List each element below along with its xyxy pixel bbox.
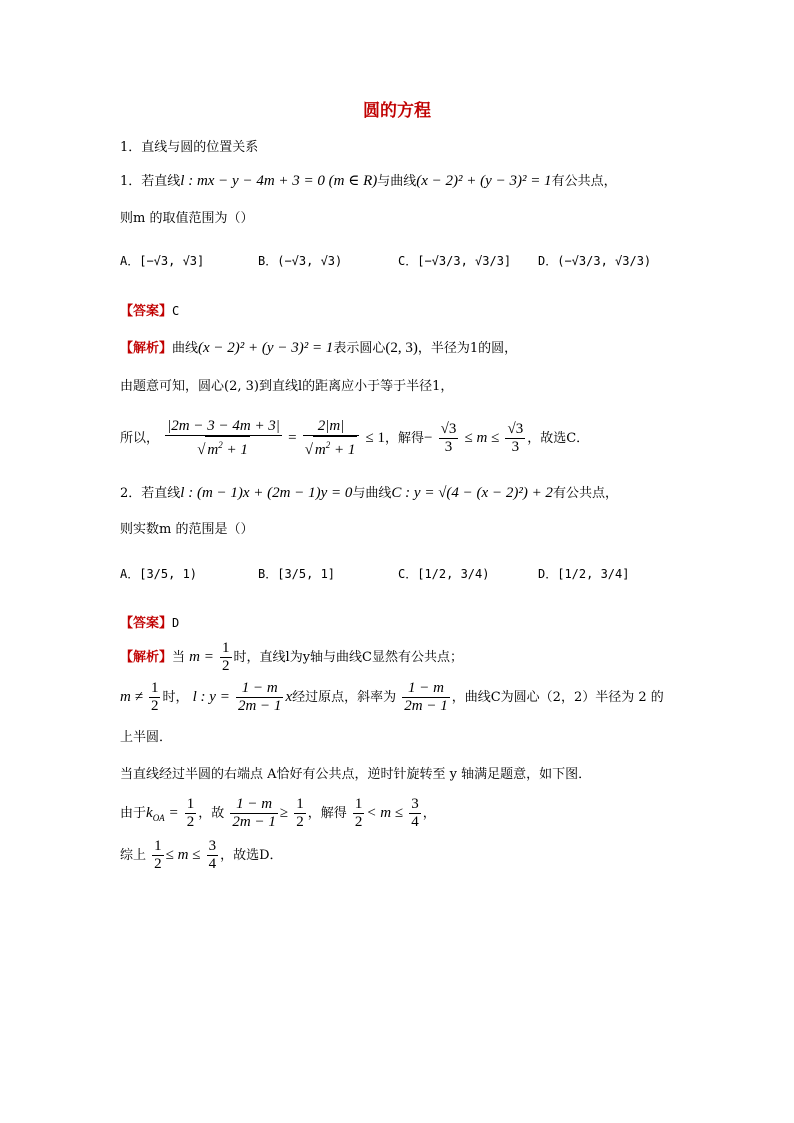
q2-line-equation: l : (m − 1)x + (2m − 1)y = 0 xyxy=(180,485,353,501)
section-heading: 1．直线与圆的位置关系 xyxy=(120,140,259,155)
question-2-prompt: 则实数m 的范围是（） xyxy=(120,522,254,537)
q2-a5-c: ，解得 xyxy=(307,806,347,821)
q2-analysis-line2: m ≠ $\frac{1}{2}$ 时， l : y = $\frac{1 - m}{2m - 1}$ x经过原点，斜率为 $\frac{1 - m}{2m - 1}$ ，曲线C为圆心（2，2）半径为 2 的 xyxy=(120,680,664,714)
lower-bound-fraction: $\frac{1}{2}$ xyxy=(354,796,363,830)
q1-mid: 与曲线 xyxy=(377,174,417,189)
q2-answer xyxy=(120,612,179,631)
q2-a2-b: 经过原点，斜率为 xyxy=(292,690,397,705)
q2-analysis-line5: 由于$k_{OA}$ = $\frac{1}{2}$ ，故 $\frac{1 - m}{2m - 1}$ ≥ $\frac{1}{2}$ ，解得 $\frac{1}{2}$ < m ≤ $\frac{3}{4}$ ， xyxy=(120,796,436,830)
final-lower-fraction: $\frac{1}{2}$ xyxy=(154,838,162,872)
q2-a1-b: 时，直线l为y轴与曲线C显然有公共点； xyxy=(233,650,463,665)
q2-analysis-line6: 综上 $\frac{1}{2}$ ≤ m ≤ $\frac{3}{4}$ ，故选D． xyxy=(120,838,283,872)
distance-fraction-1: $\frac{|2m - 3 - 4m + 3|}{√ m^2 + 1}$ xyxy=(167,418,280,458)
final-upper-fraction: $\frac{3}{4}$ xyxy=(208,838,217,872)
q2-a2-c: ，曲线C为圆心（2，2）半径为 2 的 xyxy=(451,690,664,705)
q2-a1-a: 当 xyxy=(172,650,186,665)
q1-answer-label: 【答案】 xyxy=(120,304,173,319)
q2-option-a: A．[3/5, 1) xyxy=(120,567,198,581)
q1-analysis3-c: ，故选C． xyxy=(527,431,590,446)
distance-fraction-2: $\frac{2|m|}{√ m^2 + 1}$ xyxy=(303,418,360,459)
q2-a6-b: ，故选D． xyxy=(220,848,283,863)
q2-option-d: D．[1/2, 3/4] xyxy=(538,567,630,581)
q2-analysis-line3: 上半圆． xyxy=(120,730,173,745)
q2-option-c: C．[1/2, 3/4) xyxy=(398,567,490,581)
question-1-stem xyxy=(120,170,617,190)
q1-analysis-text-b: 表示圆心 xyxy=(333,341,386,356)
q1-analysis-label: 【解析】 xyxy=(120,341,173,356)
m-neq-fraction: $\frac{1}{2}$ xyxy=(150,680,159,714)
line-slope-fraction: $\frac{1 - m}{2m - 1}$ xyxy=(237,680,282,714)
q2-a5-b: ，故 xyxy=(198,806,225,821)
q1-analysis-equation: (x − 2)² + (y − 3)² = 1 xyxy=(198,340,334,356)
q1-analysis-text: 曲线 xyxy=(172,341,199,356)
solve-fraction-upper: $\frac{√3}{3}$ xyxy=(507,421,524,455)
q1-option-a: A．[−√3, √3] xyxy=(120,254,205,268)
page-title: 圆的方程 xyxy=(363,101,431,121)
q2-a2-a: 时， xyxy=(162,690,189,705)
q1-prefix: 1．若直线 xyxy=(120,174,181,189)
q1-curve-equation: (x − 2)² + (y − 3)² = 1 xyxy=(416,173,552,189)
q2-answer-label: 【答案】 xyxy=(120,616,173,631)
ineq-fraction: $\frac{1 - m}{2m - 1}$ xyxy=(232,796,276,830)
q1-option-b: B．(−√3, √3) xyxy=(258,254,343,268)
question-1-prompt: 则m 的取值范围为（） xyxy=(120,211,254,226)
question-2-stem xyxy=(120,482,618,502)
upper-bound-fraction: $\frac{3}{4}$ xyxy=(411,796,419,830)
q2-analysis-line4: 当直线经过半圆的右端点 A恰好有公共点，逆时针旋转至 y 轴满足题意，如下图． xyxy=(120,767,592,782)
q1-line-equation: l : mx − y − 4m + 3 = 0 (m ∈ R) xyxy=(180,173,378,189)
half-fraction: $\frac{1}{2}$ xyxy=(296,796,304,830)
q2-analysis-line1: 【解析】当 m = $\frac{1}{2}$ 时，直线l为y轴与曲线C显然有公共点； xyxy=(120,640,463,674)
slope-fraction: $\frac{1 - m}{2m - 1}$ xyxy=(404,680,448,714)
q1-option-c: C．[−√3/3, √3/3] xyxy=(398,254,512,268)
q2-mid: 与曲线 xyxy=(352,486,392,501)
q2-prefix: 2．若直线 xyxy=(120,486,181,501)
q1-answer-value: C xyxy=(172,304,180,318)
q1-analysis-line1 xyxy=(120,337,517,357)
q1-answer xyxy=(120,300,179,319)
q1-option-d: D．(−√3/3, √3/3) xyxy=(538,254,652,268)
q1-analysis-text-c: ，半径为1的圆， xyxy=(417,341,518,356)
q2-a6-a: 综上 xyxy=(120,848,147,863)
solve-fraction-lower: $\frac{√3}{3}$ xyxy=(440,421,457,455)
q2-option-b: B．[3/5, 1] xyxy=(258,567,336,581)
m-half-fraction: $\frac{1}{2}$ xyxy=(222,640,230,674)
q2-curve-equation: C : y = √(4 − (x − 2)²) + 2 xyxy=(391,485,553,501)
k-oa-fraction: $\frac{1}{2}$ xyxy=(186,796,195,830)
q1-analysis3-a: 所以， xyxy=(120,431,160,446)
q1-analysis3-b: ，解得 xyxy=(385,431,425,446)
q1-suffix: 有公共点， xyxy=(551,174,617,189)
q1-analysis-line3: 所以， $\frac{|2m - 3 - 4m + 3|}{√ m^2 + 1}$ = $\frac{2|m|}{√ m^2 + 1}$ ≤ 1，解得− $\frac{√3}{3}$ ≤ m ≤ $\frac{√3}{3}$ ，故选C． xyxy=(120,418,590,458)
q2-analysis-label: 【解析】 xyxy=(120,650,173,665)
q2-suffix: 有公共点， xyxy=(552,486,618,501)
q1-analysis-center: (2, 3) xyxy=(385,340,418,356)
q1-analysis-line2: 由题意可知，圆心(2, 3)到直线l的距离应小于等于半径1， xyxy=(120,379,454,394)
q2-answer-value: D xyxy=(172,616,180,630)
q2-a5-a: 由于 xyxy=(120,806,147,821)
